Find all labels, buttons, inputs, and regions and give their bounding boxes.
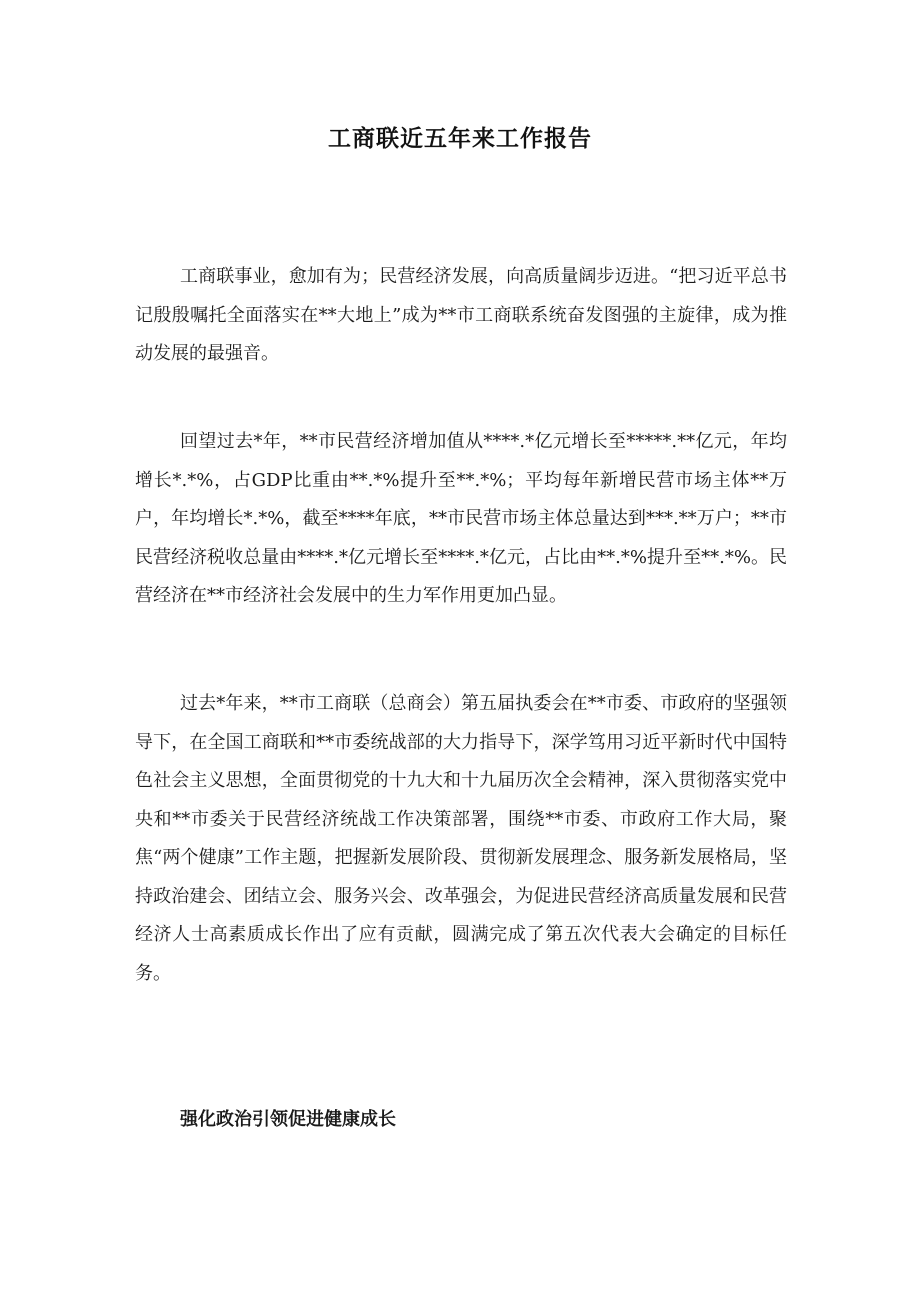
document-title: 工商联近五年来工作报告 (328, 126, 592, 152)
intro-paragraph: 工商联事业，愈加有为；民营经济发展，向高质量阔步迈进。“把习近平总书记殷殷嘱托全面落实在**大地上”成为**市工商联系统奋发图强的主旋律，成为推动发展的最强音。 (135, 266, 787, 364)
economy-review-paragraph: 回望过去*年，**市民营经济增加值从****.*亿元增长至*****.**亿元，年均增长*.*%，占GDP比重由**.*%提升至**.*%；平均每年新增民营市场主体**万户，年均增长*.*%，截至****年底，**市民营市场主体总量达到***.**万户；**市民营经济税收总量由****.*亿元增长至****.*亿元，占比由**.*%提升至**.*%。民营经济在**市经济社会发展中的生力军作用更加凸显。 (135, 431, 787, 606)
section-heading: 强化政治引领促进健康成长 (180, 1109, 396, 1130)
work-summary-paragraph: 过去*年来，**市工商联（总商会）第五届执委会在**市委、市政府的坚强领导下，在全国工商联和**市委统战部的大力指导下，深学笃用习近平新时代中国特色社会主义思想，全面贯彻党的十九大和十九届历次全会精神，深入贯彻落实党中央和**市委关于民营经济统战工作决策部署，围绕**市委、市政府工作大局，聚焦“两个健康”工作主题，把握新发展阶段、贯彻新发展理念、服务新发展格局，坚持政治建会、团结立会、服务兴会、改革强会，为促进民营经济高质量发展和民营经济人士高素质成长作出了应有贡献，圆满完成了第五次代表大会确定的目标任务。 (135, 693, 787, 984)
